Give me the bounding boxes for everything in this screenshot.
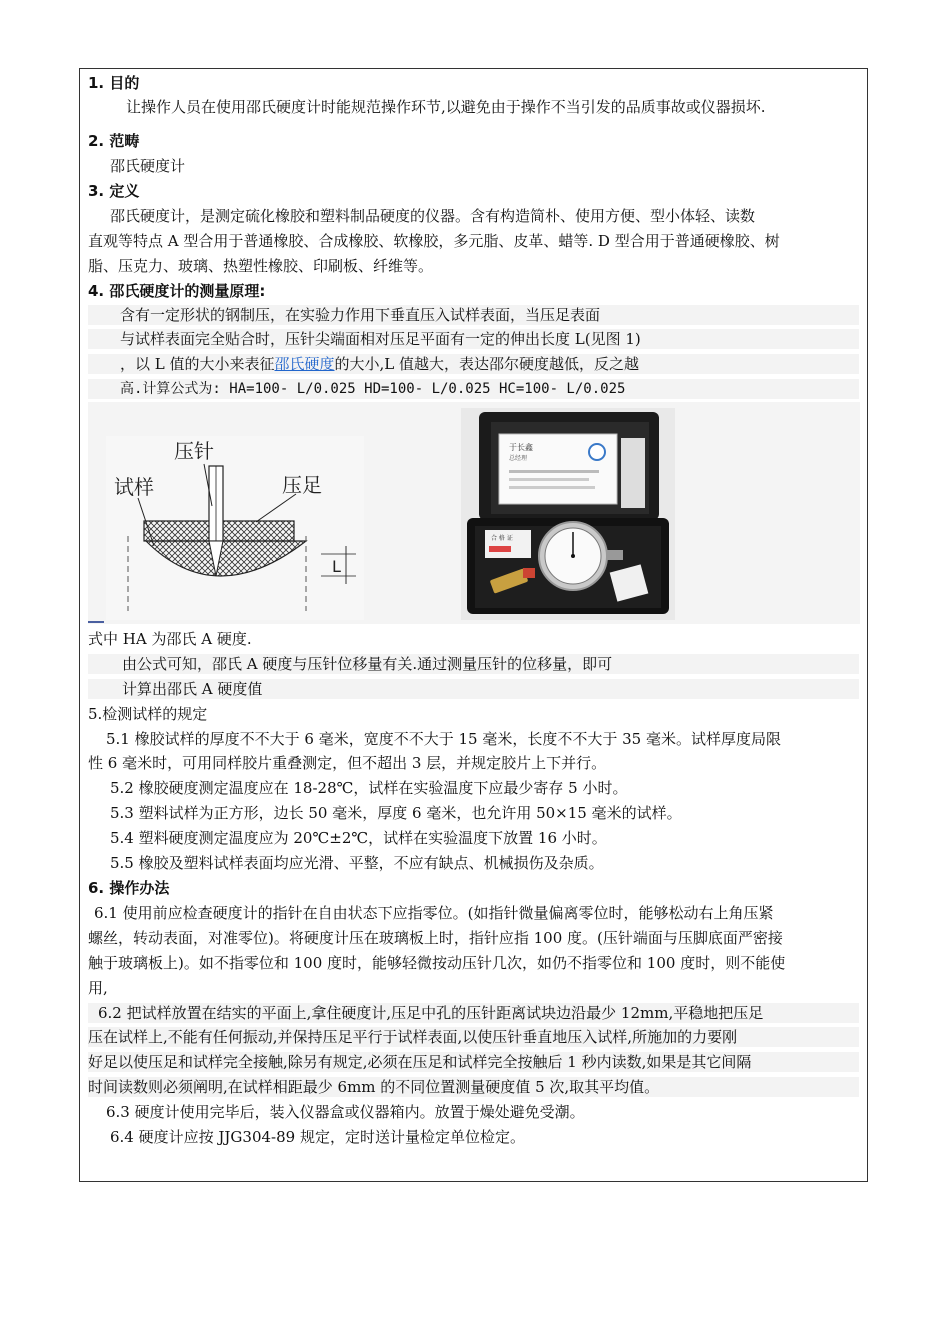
section-5-line: 5.4 塑料硬度测定温度应为 20℃±2℃，试样在实验温度下放置 16 小时。 [110, 829, 607, 847]
section-1-heading: 1. 目的 [88, 74, 140, 92]
section-6-heading: 6. 操作办法 [88, 879, 170, 897]
section-1-body: 让操作人员在使用邵氏硬度计时能规范操作环节,以避免由于操作不当引发的品质事故或仪器损坏. [126, 98, 766, 116]
card-name: 于长鑫 [509, 443, 533, 452]
hardness-principle-diagram [106, 436, 364, 620]
section-6-line: 6.4 硬度计应按 JJG304-89 规定，定时送计量检定单位检定。 [110, 1128, 525, 1146]
section-3-line: 直观等特点 A 型合用于普通橡胶、合成橡胶、软橡胶，多元脂、皮革、蜡等. D 型合用于普通硬橡胶、树 [88, 232, 780, 250]
formula-note: 式中 HA 为邵氏 A 硬度. [88, 630, 252, 648]
section-2-heading: 2. 范畴 [88, 132, 140, 150]
document-frame [79, 68, 868, 1182]
section-5-line: 性 6 毫米时，可用同样胶片重叠测定，但不超出 3 层，并规定胶片上下并行。 [88, 754, 607, 772]
section-4-line: 与试样表面完全贴合时，压针尖端面相对压足平面有一定的伸出长度 L(见图 1) [88, 329, 859, 349]
section-6-line: 螺丝，转动表面，对准零位)。将硬度计压在玻璃板上时，指针应指 100 度。(压针端面与压脚底面严密接 [88, 929, 783, 947]
section-6-line: 6.2 把试样放置在结实的平面上,拿住硬度计,压足中孔的压针距离试块边沿最少 12mm,平稳地把压足 [88, 1003, 859, 1023]
section-5-line: 5.5 橡胶及塑料试样表面均应光滑、平整，不应有缺点、机械损伤及杂质。 [110, 854, 604, 872]
section-6-line: 压在试样上,不能有任何振动,并保持压足平行于试样表面,以使压针垂直地压入试样,所施加的力要刚 [88, 1027, 859, 1047]
section-6-line: 好足以使压足和试样完全接触,除另有规定,必须在压足和试样完全按触后 1 秒内读数,如果是其它间隔 [88, 1052, 859, 1072]
section-6-line: 时间读数则必须阐明,在试样相距最少 6mm 的不同位置测量硬度值 5 次,取其平均值。 [88, 1077, 859, 1097]
formula-explain: 由公式可知，邵氏 A 硬度与压针位移量有关.通过测量压针的位移量，即可 [88, 654, 859, 674]
section-6-line: 用, [88, 979, 108, 997]
section-5-line: 5.2 橡胶硬度测定温度应在 18-28℃，试样在实验温度下应最少寄存 5 小时。 [110, 779, 628, 797]
section-5-line: 5.3 塑料试样为正方形，边长 50 毫米，厚度 6 毫米，也允许用 50×15 毫米的试样。 [110, 804, 682, 822]
section-3-line: 邵氏硬度计，是测定硫化橡胶和塑料制品硬度的仪器。含有构造简朴、使用方便、型小体轻、读数 [110, 207, 756, 225]
section-6-line: 6.1 使用前应检查硬度计的指针在自由状态下应指零位。(如指针微量偏离零位时，能够松动右上角压紧 [94, 904, 774, 922]
line3-pre: ，以 L 值的大小来表征 [120, 355, 275, 373]
formula-explain: 计算出邵氏 A 硬度值 [88, 679, 859, 699]
section-3-heading: 3. 定义 [88, 182, 140, 200]
section-6-line: 触于玻璃板上)。如不指零位和 100 度时，能够轻微按动压针几次，如仍不指零位和 100 度时，则不能使 [88, 954, 786, 972]
label-length: L [332, 557, 341, 576]
label-needle: 压针 [174, 439, 214, 463]
section-5-heading: 5.检测试样的规定 [88, 705, 208, 723]
durometer-photo [461, 408, 675, 620]
section-4-line-3 [88, 354, 859, 374]
formula-line: 高.计算公式为: HA=100- L/0.025 HD=100- L/0.025 HC=100- L/0.025 [88, 379, 859, 399]
label-foot: 压足 [282, 473, 322, 497]
figure-area [88, 402, 860, 624]
section-4-line: 含有一定形状的钢制压，在实验力作用下垂直压入试样表面，当压足表面 [88, 305, 859, 325]
cert-title: 合 格 证 [491, 535, 513, 542]
line3-post: 的大小,L 值越大，表达邵尔硬度越低，反之越 [334, 355, 640, 373]
section-3-line: 脂、压克力、玻璃、热塑性橡胶、印刷板、纤维等。 [88, 257, 434, 275]
section-6-line: 6.3 硬度计使用完毕后，装入仪器盒或仪器箱内。放置于燥处避免受潮。 [106, 1103, 585, 1121]
label-sample: 试样 [114, 475, 154, 499]
blue-underline-mark [88, 621, 104, 623]
section-5-line: 5.1 橡胶试样的厚度不不大于 6 毫米，宽度不不大于 15 毫米，长度不不大于 35 毫米。试样厚度局限 [106, 730, 781, 748]
hardness-link[interactable]: 邵氏硬度 [274, 355, 335, 373]
section-4-heading: 4. 邵氏硬度计的测量原理: [88, 282, 266, 300]
section-2-body: 邵氏硬度计 [110, 157, 186, 175]
card-title: 总经理 [509, 455, 528, 462]
